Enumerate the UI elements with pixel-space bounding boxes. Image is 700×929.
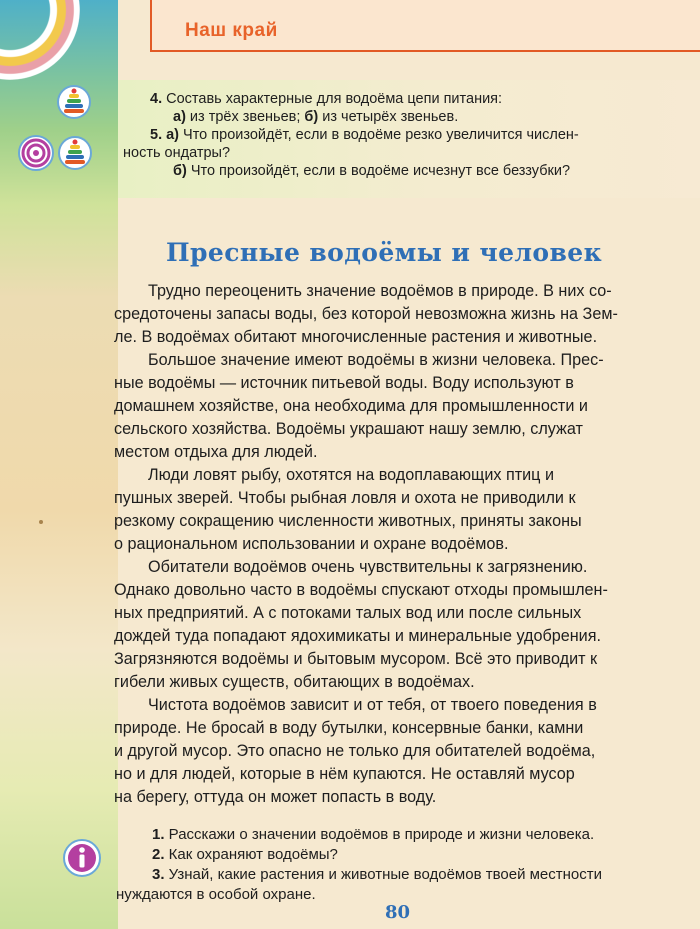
text-line: местом отдыха для людей. [114,443,318,461]
text-line: Загрязняются водоёмы и бытовым мусором. Всё это приводит к [114,650,598,668]
question-item: 1. Расскажи о значении водоёмов в природе и жизни человека. [152,826,595,843]
section-title: Пресные водоёмы и человек [166,238,603,267]
text-line: сельского хозяйства. Водоёмы украшают нашу землю, служат [114,420,583,438]
text-line: гибели живых существ, обитающих в водоёмах. [114,673,475,691]
paper-speck [39,520,43,524]
question-item: 3. Узнай, какие растения и животные водоёмов твоей местности [152,866,603,883]
page-number: 80 [385,902,411,923]
question-item: нуждаются в особой охране. [116,886,316,903]
text-line: Обитатели водоёмов очень чувствительны к загрязнению. [148,558,588,576]
text-line: Трудно переоценить значение водоёмов в природе. В них со- [148,282,612,300]
text-line: домашнем хозяйстве, она необходима для промышленности и [114,397,588,415]
spiral-icon [18,135,54,171]
text-line: Большое значение имеют водоёмы в жизни человека. Прес- [148,351,604,369]
task-4: 4. Составь характерные для водоёма цепи питания: [150,91,503,107]
text-line: ле. В водоёмах обитают многочисленные растения и животные. [114,328,598,346]
text-line: ные водоёмы — источник питьевой воды. Воду используют в [114,374,574,392]
text-line: о рациональном использовании и охране водоёмов. [114,535,509,553]
text-line: средоточены запасы воды, без которой невозможна жизнь на Зем- [114,305,618,323]
pyramid-toy-icon [57,84,91,120]
task-5a: 5. а) Что произойдёт, если в водоёме резко увеличится числен- [150,127,579,143]
text-line: Однако довольно часто в водоёмы спускают отходы промышлен- [114,581,608,599]
header-bar [150,0,700,52]
text-line: дождей туда попадают ядохимикаты и минеральные удобрения. [114,627,601,645]
task-4-options: а) из трёх звеньев; б) из четырёх звеньев. [173,109,459,125]
header-title: Наш край [185,20,278,41]
text-line: на берегу, оттуда он может попасть в воду. [114,788,437,806]
info-icon [62,838,102,878]
text-line: резкому сокращению численности животных, приняты законы [114,512,582,530]
text-line: и другой мусор. Это опасно не только для обитателей водоёма, [114,742,596,760]
pyramid-toy-icon [57,135,93,171]
task-5b: б) Что произойдёт, если в водоёме исчезнут все беззубки? [173,163,571,179]
text-line: но и для людей, которые в нём купаются. Не оставляй мусор [114,765,575,783]
text-line: ных предприятий. А с потоками талых вод или после сильных [114,604,582,622]
question-item: 2. Как охраняют водоёмы? [152,846,338,863]
text-line: природе. Не бросай в воду бутылки, консервные банки, камни [114,719,584,737]
task-5a-continued: ность ондатры? [123,145,231,161]
text-line: Чистота водоёмов зависит и от тебя, от твоего поведения в [148,696,597,714]
text-line: Люди ловят рыбу, охотятся на водоплавающих птиц и [148,466,554,484]
text-line: пушных зверей. Чтобы рыбная ловля и охота не приводили к [114,489,576,507]
